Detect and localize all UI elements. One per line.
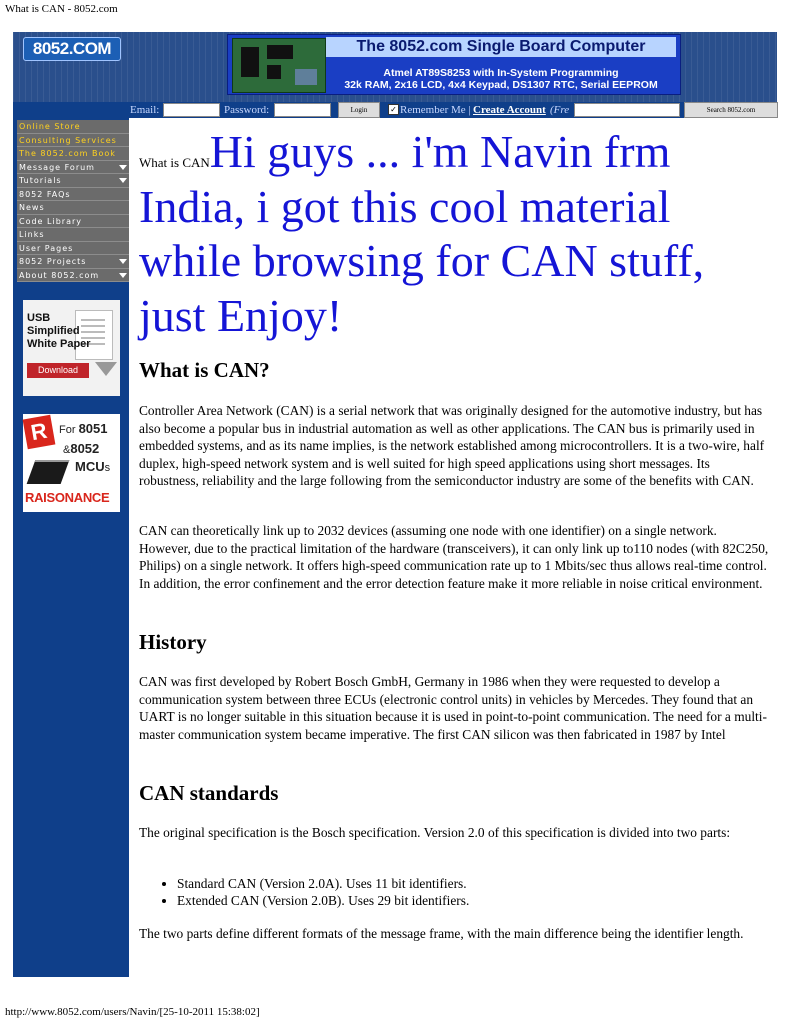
sidebar-item-label: Tutorials [19, 176, 62, 185]
sidebar-item-8052-projects[interactable] [17, 255, 129, 269]
search-input[interactable] [574, 103, 680, 117]
login-bar [13, 102, 777, 118]
submenu-arrow-icon [119, 273, 127, 278]
sidebar-item-label: 8052 FAQs [19, 189, 71, 199]
heading-what-is-can: What is CAN? [139, 358, 270, 382]
list-item: • Extended CAN (Version 2.0B). Uses 29 bit identifiers. [177, 892, 767, 909]
paragraph-history: CAN was first developed by Robert Bosch GmbH, Germany in 1986 when they were requested to develop a communication system between three ECUs (electronic control units) in vehicles by Mercedes. They found that an UART is no longer suitable in this situation because it is used in point-to-point communication. The need for a multi-master communication system became imperative. The first CAN silicon was then fabricated in 1987 by Intel [139, 674, 767, 742]
submenu-arrow-icon [119, 165, 127, 170]
free-text: (Fre [550, 104, 570, 116]
search-button[interactable]: Search 8052.com [684, 102, 778, 118]
standards-list [139, 875, 767, 909]
rais-8052: 8052 [70, 441, 100, 456]
raisonance-logo-icon: R [23, 415, 56, 449]
password-label: Password: [224, 104, 270, 116]
sidebar-item-label: Code Library [19, 216, 82, 226]
sidebar-item-label: Message Forum [19, 162, 95, 172]
raisonance-brand: RAISONANCE [25, 490, 110, 505]
usb-ad-title: USB Simplified White Paper [27, 312, 91, 350]
submenu-arrow-icon [119, 259, 127, 264]
circuit-board-icon [232, 38, 326, 93]
banner-line-2: 32k RAM, 2x16 LCD, 4x4 Keypad, DS1307 RTC, Serial EEPROM [344, 79, 658, 91]
rais-amp: & [63, 444, 71, 456]
print-footer: http://www.8052.com/users/Navin/[25-10-2011 15:38:02] [5, 1006, 260, 1018]
paragraph-intro: Controller Area Network (CAN) is a serial network that was originally designed for the automotive industry, but has also become a popular bus in industrial automation as well as other applications. The CAN bus is primarily used in embedded systems, and as its name implies, is the network established among microcontrollers. It is a two-wire, half duplex, high-speed network system and is well suited for high speed applications using short messages. Its robustness, reliability and the large following from the semiconductor industry are some of the benefits with CAN. [139, 403, 765, 488]
rais-s: s [104, 462, 111, 474]
sidebar-item-label: News [19, 203, 45, 212]
banner-line-1: Atmel AT89S8253 with In-System Programming [383, 67, 619, 79]
rais-8051: 8051 [78, 421, 108, 436]
sbc-ad-banner[interactable] [227, 34, 681, 95]
banner-title: The 8052.com Single Board Computer [326, 37, 676, 57]
sidebar-item-about-8052-com[interactable] [17, 269, 129, 283]
email-label: Email: [130, 104, 160, 116]
heading-can-standards: CAN standards [139, 781, 279, 805]
create-account-link[interactable]: Create Account [473, 104, 546, 116]
download-button[interactable]: Download [27, 363, 89, 378]
email-input[interactable] [163, 103, 220, 117]
submenu-arrow-icon [119, 178, 127, 183]
site-logo[interactable]: 8052.COM [23, 37, 121, 61]
heading-history: History [139, 630, 207, 654]
remember-label: Remember Me | [400, 104, 471, 116]
sidebar-item-user-pages[interactable] [17, 242, 129, 256]
title-small: What is CAN [139, 155, 210, 170]
sidebar-item-8052-faqs[interactable] [17, 188, 129, 202]
title-big: Hi guys ... i'm Navin frm India, i got this cool material while browsing for CAN stuff, just Enjoy! [139, 126, 705, 341]
page-title [139, 125, 769, 343]
sidebar-item-label: Links [19, 230, 45, 239]
sidebar-item-news[interactable] [17, 201, 129, 215]
paragraph-capacity: CAN can theoretically link up to 2032 devices (assuming one node with one identifier) on a single network. However, due to the practical limitation of the hardware (transceivers), it can only link up to110 nodes (with 82C250, Philips) on a single network. It offers high-speed communication rate up to 1 Mbits/sec thus allows real-time control. In addition, the error confinement and the error detection feature make it more reliable in noise critical environment. [139, 523, 769, 591]
usb-white-paper-ad[interactable] [23, 300, 120, 396]
sidebar-menu [17, 120, 129, 282]
sidebar-item-label: 8052 Projects [19, 257, 87, 266]
paragraph-formats: The two parts define different formats of the message frame, with the main difference being the identifier length. [139, 926, 744, 941]
sidebar-item-links[interactable] [17, 228, 129, 242]
print-header: What is CAN - 8052.com [5, 3, 118, 15]
sidebar-item-tutorials[interactable] [17, 174, 129, 188]
sidebar-item-code-library[interactable] [17, 215, 129, 229]
sidebar-item-label: The 8052.com Book [19, 149, 116, 158]
sidebar [13, 118, 129, 977]
sidebar-item-message-forum[interactable] [17, 161, 129, 175]
paragraph-standards: The original specification is the Bosch specification. Version 2.0 of this specification is divided into two parts: [139, 825, 731, 840]
password-input[interactable] [274, 103, 331, 117]
sidebar-item-label: Online Store [19, 122, 81, 131]
download-arrow-icon [95, 362, 117, 376]
sidebar-item-label: About 8052.com [19, 270, 100, 280]
remember-checkbox[interactable]: ✓ [388, 104, 399, 115]
sidebar-item-consulting-services[interactable] [17, 134, 129, 148]
login-button[interactable]: Login [338, 102, 380, 118]
site-banner [13, 32, 777, 102]
rais-for: For [59, 424, 76, 436]
raisonance-ad[interactable] [23, 414, 120, 512]
sidebar-item-the-8052-com-book[interactable] [17, 147, 129, 161]
list-item: • Standard CAN (Version 2.0A). Uses 11 bit identifiers. [177, 875, 767, 892]
sidebar-item-label: Consulting Services [19, 135, 117, 145]
sidebar-item-label: User Pages [19, 243, 74, 253]
sidebar-item-online-store[interactable] [17, 120, 129, 134]
rais-mcus: MCU [75, 459, 105, 474]
chip-icon [27, 460, 70, 484]
